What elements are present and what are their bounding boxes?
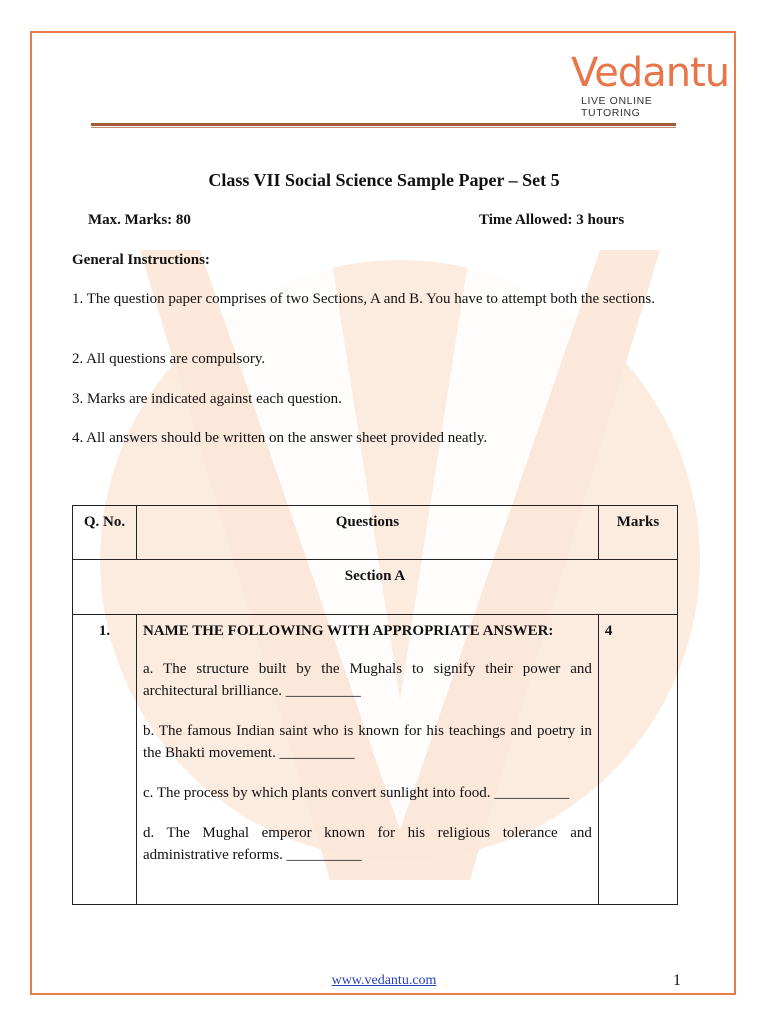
max-marks: Max. Marks: 80 <box>88 212 191 228</box>
header-q-no: Q. No. <box>73 506 137 560</box>
table-row <box>73 615 678 905</box>
page-number: 1 <box>673 972 681 989</box>
questions-table <box>72 505 678 905</box>
header-divider-thin <box>91 127 676 128</box>
table-header-row <box>73 506 678 560</box>
header-marks: Marks <box>598 506 677 560</box>
question-number: 1. <box>73 615 137 905</box>
question-marks: 4 <box>598 615 677 905</box>
instructions-heading: General Instructions: <box>72 252 210 268</box>
question-content <box>136 615 598 905</box>
question-item: b. The famous Indian saint who is known for his teachings and poetry in the Bhakti movement. __________ <box>142 723 592 761</box>
section-label: Section A <box>73 560 678 615</box>
question-heading: NAME THE FOLLOWING WITH APPROPRIATE ANSWER: <box>142 623 554 639</box>
instruction-item: 2. All questions are compulsory. <box>72 351 266 367</box>
instruction-item: 4. All answers should be written on the answer sheet provided neatly. <box>72 430 488 446</box>
time-allowed: Time Allowed: 3 hours <box>479 212 625 228</box>
section-row <box>73 560 678 615</box>
logo-tagline: LIVE ONLINE TUTORING <box>581 95 653 119</box>
header-divider <box>91 123 676 126</box>
header-questions: Questions <box>136 506 598 560</box>
question-item: d. The Mughal emperor known for his religious tolerance and administrative reforms. __________ <box>142 825 592 863</box>
instruction-item: 1. The question paper comprises of two Sections, A and B. You have to attempt both the sections. <box>72 291 655 307</box>
logo-wordmark: Vedantu <box>571 50 730 96</box>
paper-title: Class VII Social Science Sample Paper – Set 5 <box>208 170 560 190</box>
instruction-item: 3. Marks are indicated against each question. <box>72 391 342 407</box>
vedantu-logo <box>571 49 730 119</box>
question-item: c. The process by which plants convert sunlight into food. __________ <box>142 785 570 801</box>
website-link[interactable]: www.vedantu.com <box>331 973 437 988</box>
question-item: a. The structure built by the Mughals to signify their power and architectural brilliance. __________ <box>142 661 592 699</box>
